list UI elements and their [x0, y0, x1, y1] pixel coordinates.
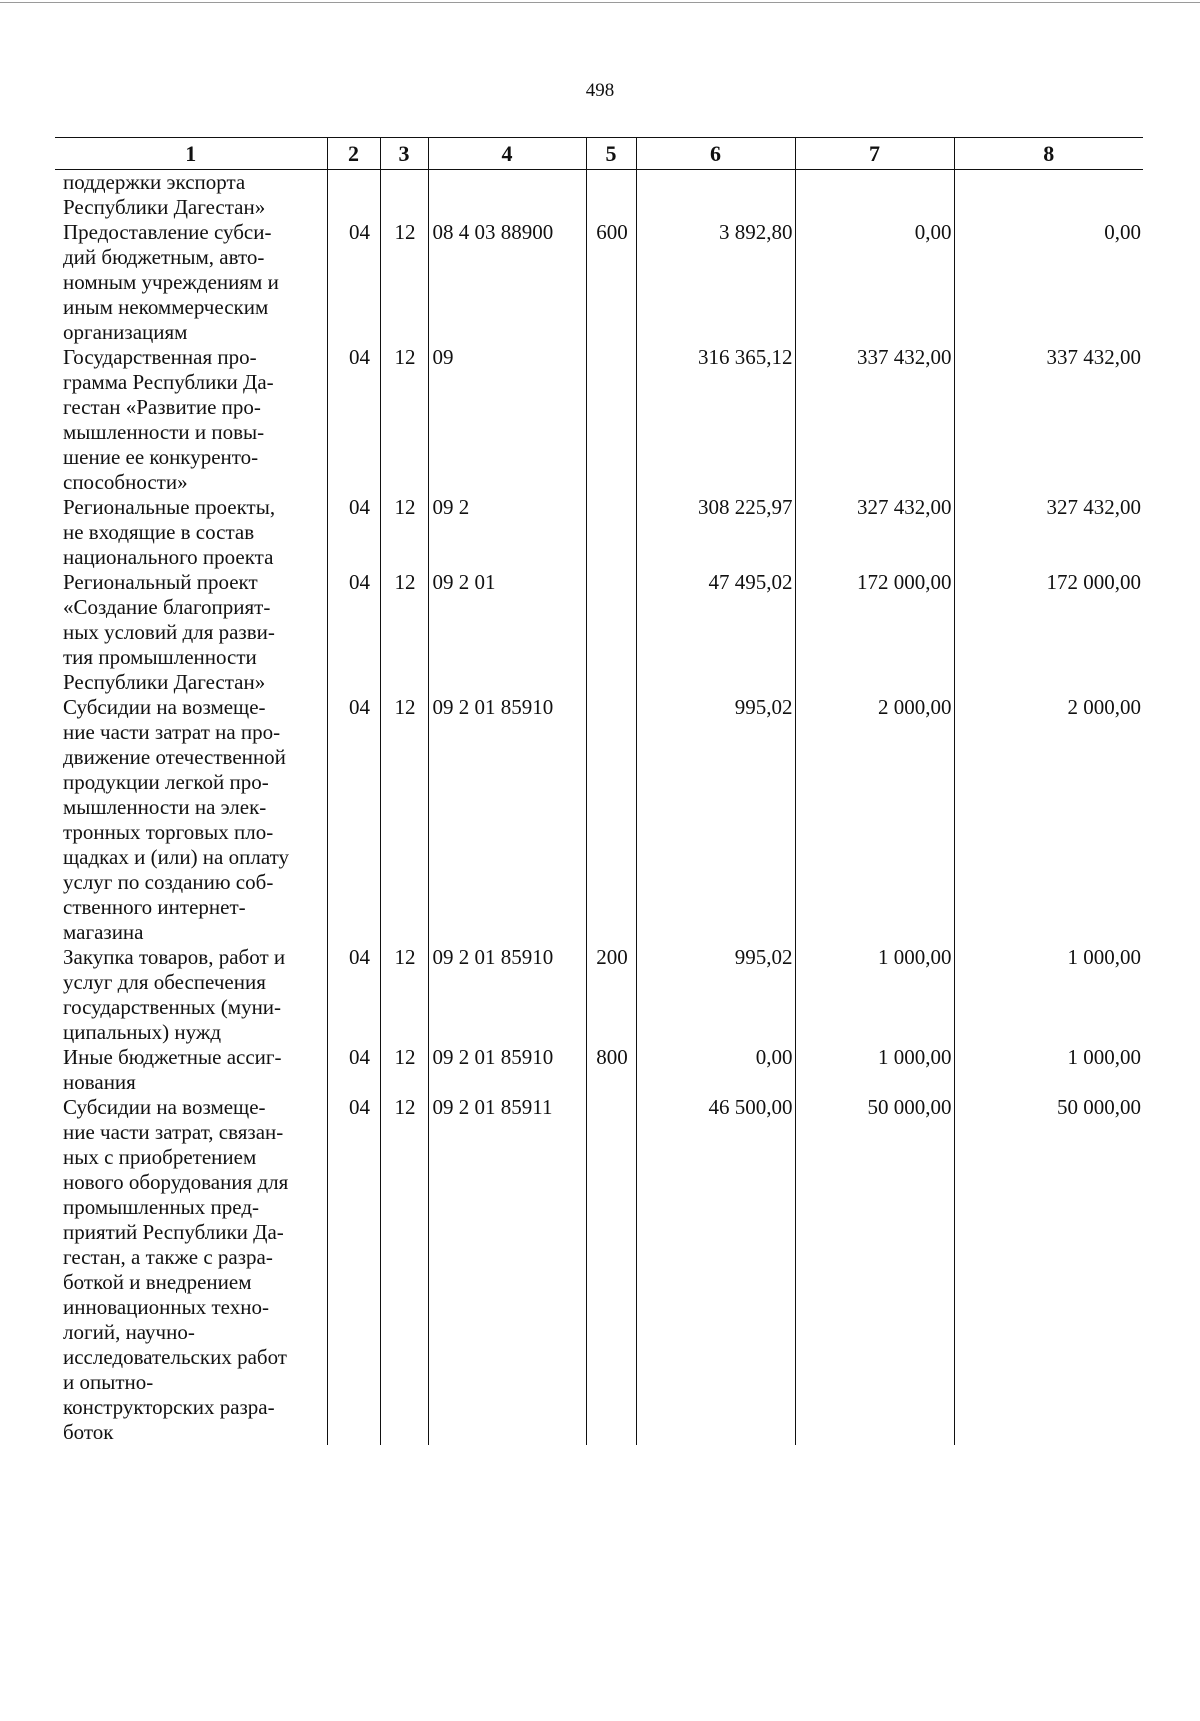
- cell-section: 04: [327, 695, 380, 945]
- description-line: нового оборудования для: [63, 1170, 289, 1194]
- cell-description: [55, 345, 327, 495]
- cell-amount-col6: 995,02: [636, 945, 795, 1045]
- cell-expense-type: 200: [586, 945, 636, 1045]
- description-line: грамма Республики Да-: [63, 370, 274, 394]
- cell-amount-col8: 50 000,00: [954, 1095, 1143, 1445]
- cell-subsection: 12: [380, 220, 428, 345]
- cell-subsection: 12: [380, 1045, 428, 1095]
- cell-section: 04: [327, 1095, 380, 1445]
- description-line: услуг по созданию соб-: [63, 870, 274, 894]
- cell-amount-col6: 3 892,80: [636, 220, 795, 345]
- description-line: Иные бюджетные ассиг-: [63, 1045, 282, 1069]
- cell-section: 04: [327, 1045, 380, 1095]
- description-line: номным учреждениям и: [63, 270, 279, 294]
- description-line: гестан «Развитие про-: [63, 395, 261, 419]
- cell-target-code: 09 2 01 85910: [428, 1045, 586, 1095]
- scan-edge-line: [0, 2, 1200, 3]
- description-line: нования: [63, 1070, 136, 1094]
- table-header-row: [55, 138, 1143, 170]
- description-line: магазина: [63, 920, 144, 944]
- cell-section: [327, 170, 380, 221]
- cell-target-code: 09 2 01 85910: [428, 695, 586, 945]
- cell-description: [55, 495, 327, 570]
- cell-amount-col7: 50 000,00: [795, 1095, 954, 1445]
- cell-amount-col8: 327 432,00: [954, 495, 1143, 570]
- description-line: Республики Дагестан»: [63, 195, 266, 219]
- cell-amount-col8: [954, 170, 1143, 221]
- cell-target-code: 09 2 01: [428, 570, 586, 695]
- description-line: ние части затрат на про-: [63, 720, 281, 744]
- cell-target-code: 09 2 01 85910: [428, 945, 586, 1045]
- description-line: «Создание благоприят-: [63, 595, 271, 619]
- description-line: Субсидии на возмеще-: [63, 695, 266, 719]
- description-line: способности»: [63, 470, 188, 494]
- cell-amount-col6: 995,02: [636, 695, 795, 945]
- table-row: [55, 945, 1143, 1045]
- cell-subsection: 12: [380, 945, 428, 1045]
- cell-target-code: 09: [428, 345, 586, 495]
- cell-amount-col7: 337 432,00: [795, 345, 954, 495]
- description-line: ципальных) нужд: [63, 1020, 222, 1044]
- description-line: поддержки экспорта: [63, 170, 246, 194]
- description-line: конструкторских разра-: [63, 1395, 275, 1419]
- description-line: государственных (муни-: [63, 995, 282, 1019]
- description-line: логий, научно-: [63, 1320, 195, 1344]
- description-line: мышленности на элек-: [63, 795, 267, 819]
- table-row: [55, 220, 1143, 345]
- description-line: ственного интернет-: [63, 895, 246, 919]
- description-line: Предоставление субси-: [63, 220, 272, 244]
- description-line: не входящие в состав: [63, 520, 255, 544]
- cell-expense-type: [586, 695, 636, 945]
- column-header: 1: [55, 138, 327, 170]
- cell-expense-type: [586, 345, 636, 495]
- table-row: [55, 345, 1143, 495]
- description-line: Региональные проекты,: [63, 495, 276, 519]
- table-body: [55, 170, 1143, 1446]
- cell-subsection: 12: [380, 495, 428, 570]
- description-line: гестан, а также с разра-: [63, 1245, 273, 1269]
- description-line: боткой и внедрением: [63, 1270, 252, 1294]
- cell-amount-col6: 316 365,12: [636, 345, 795, 495]
- cell-subsection: [380, 170, 428, 221]
- cell-expense-type: [586, 570, 636, 695]
- description-line: тия промышленности: [63, 645, 257, 669]
- cell-expense-type: [586, 1095, 636, 1445]
- cell-target-code: 09 2: [428, 495, 586, 570]
- cell-target-code: [428, 170, 586, 221]
- cell-section: 04: [327, 945, 380, 1045]
- description-line: Государственная про-: [63, 345, 257, 369]
- cell-expense-type: [586, 495, 636, 570]
- description-line: шение ее конкуренто-: [63, 445, 259, 469]
- description-line: организациям: [63, 320, 188, 344]
- column-header: 8: [954, 138, 1143, 170]
- cell-amount-col8: 337 432,00: [954, 345, 1143, 495]
- cell-target-code: 08 4 03 88900: [428, 220, 586, 345]
- cell-amount-col8: 172 000,00: [954, 570, 1143, 695]
- description-line: Закупка товаров, работ и: [63, 945, 286, 969]
- description-line: мышленности и повы-: [63, 420, 265, 444]
- description-line: дий бюджетным, авто-: [63, 245, 265, 269]
- cell-description: [55, 695, 327, 945]
- column-header: 4: [428, 138, 586, 170]
- cell-amount-col7: 1 000,00: [795, 945, 954, 1045]
- table-row: [55, 695, 1143, 945]
- description-line: инновационных техно-: [63, 1295, 269, 1319]
- table-row: [55, 495, 1143, 570]
- table-row: [55, 170, 1143, 221]
- cell-description: [55, 220, 327, 345]
- description-line: боток: [63, 1420, 114, 1444]
- description-line: национального проекта: [63, 545, 274, 569]
- cell-amount-col7: 172 000,00: [795, 570, 954, 695]
- cell-amount-col6: 0,00: [636, 1045, 795, 1095]
- budget-table: [55, 137, 1143, 1445]
- cell-expense-type: 800: [586, 1045, 636, 1095]
- column-header: 6: [636, 138, 795, 170]
- cell-description: [55, 1045, 327, 1095]
- table-row: [55, 1045, 1143, 1095]
- cell-amount-col7: 2 000,00: [795, 695, 954, 945]
- cell-amount-col7: 1 000,00: [795, 1045, 954, 1095]
- description-line: продукции легкой про-: [63, 770, 269, 794]
- description-line: промышленных пред-: [63, 1195, 260, 1219]
- description-line: Субсидии на возмеще-: [63, 1095, 266, 1119]
- cell-amount-col7: [795, 170, 954, 221]
- cell-amount-col6: 46 500,00: [636, 1095, 795, 1445]
- description-line: приятий Республики Да-: [63, 1220, 284, 1244]
- cell-amount-col6: 308 225,97: [636, 495, 795, 570]
- cell-subsection: 12: [380, 345, 428, 495]
- cell-subsection: 12: [380, 570, 428, 695]
- cell-amount-col8: 0,00: [954, 220, 1143, 345]
- cell-section: 04: [327, 345, 380, 495]
- description-line: ных условий для разви-: [63, 620, 275, 644]
- cell-expense-type: [586, 170, 636, 221]
- cell-subsection: 12: [380, 695, 428, 945]
- cell-subsection: 12: [380, 1095, 428, 1445]
- description-line: тронных торговых пло-: [63, 820, 274, 844]
- description-line: и опытно-: [63, 1370, 154, 1394]
- description-line: услуг для обеспечения: [63, 970, 266, 994]
- description-line: ных с приобретением: [63, 1145, 257, 1169]
- cell-description: [55, 570, 327, 695]
- column-header: 5: [586, 138, 636, 170]
- cell-section: 04: [327, 220, 380, 345]
- table-row: [55, 1095, 1143, 1445]
- cell-amount-col6: [636, 170, 795, 221]
- page-number: 498: [585, 80, 615, 101]
- description-line: Республики Дагестан»: [63, 670, 266, 694]
- description-line: иным некоммерческим: [63, 295, 269, 319]
- cell-expense-type: 600: [586, 220, 636, 345]
- cell-target-code: 09 2 01 85911: [428, 1095, 586, 1445]
- column-header: 7: [795, 138, 954, 170]
- column-header: 2: [327, 138, 380, 170]
- cell-description: [55, 170, 327, 221]
- cell-description: [55, 1095, 327, 1445]
- description-line: исследовательских работ: [63, 1345, 287, 1369]
- description-line: щадках и (или) на оплату: [63, 845, 290, 869]
- description-line: ние части затрат, связан-: [63, 1120, 284, 1144]
- cell-description: [55, 945, 327, 1045]
- cell-amount-col6: 47 495,02: [636, 570, 795, 695]
- description-line: Региональный проект: [63, 570, 258, 594]
- cell-section: 04: [327, 570, 380, 695]
- cell-section: 04: [327, 495, 380, 570]
- cell-amount-col8: 1 000,00: [954, 1045, 1143, 1095]
- description-line: движение отечественной: [63, 745, 286, 769]
- cell-amount-col7: 327 432,00: [795, 495, 954, 570]
- cell-amount-col7: 0,00: [795, 220, 954, 345]
- cell-amount-col8: 2 000,00: [954, 695, 1143, 945]
- table-row: [55, 570, 1143, 695]
- cell-amount-col8: 1 000,00: [954, 945, 1143, 1045]
- column-header: 3: [380, 138, 428, 170]
